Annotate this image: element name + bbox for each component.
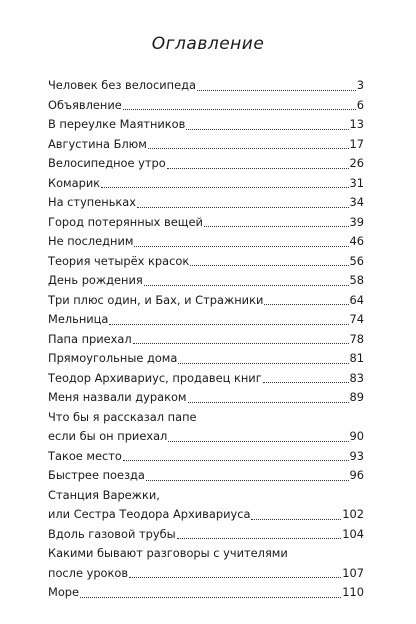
toc-entry-line-continued	[48, 408, 364, 428]
toc-page-number: 93	[349, 448, 364, 463]
dot-leader	[264, 304, 348, 305]
toc-page-number: 104	[342, 526, 364, 541]
toc-entry-title: Велосипедное утро	[48, 156, 166, 170]
toc-entry-line	[48, 96, 364, 116]
toc-page-number: 81	[349, 351, 364, 365]
toc-entry	[48, 447, 364, 467]
toc-entry-title: Город потерянных вещей	[48, 214, 203, 229]
dot-leader	[123, 460, 349, 461]
toc-entry-title: Станция Варежки,	[48, 487, 160, 502]
dot-leader	[167, 168, 349, 169]
toc-entry	[48, 115, 364, 135]
toc-page-number: 34	[349, 195, 364, 209]
toc-entry-line	[48, 505, 364, 525]
toc-entry-line	[48, 76, 364, 96]
toc-entry	[48, 349, 364, 369]
toc-entry	[48, 232, 364, 252]
toc-entry-title: Августина Блюм	[48, 136, 147, 151]
toc-entry-line	[48, 174, 364, 194]
toc-page-number: 90	[349, 429, 364, 443]
toc-entry-title: В переулке Маятников	[48, 117, 186, 131]
toc-entry-title: если бы он приехал	[48, 429, 168, 443]
dot-leader	[101, 187, 348, 188]
dot-leader	[263, 382, 349, 383]
dot-leader	[80, 597, 341, 598]
table-of-contents	[48, 76, 364, 603]
toc-page-number: 102	[342, 507, 364, 521]
toc-page-number: 46	[349, 234, 364, 248]
toc-entry-line	[48, 193, 364, 213]
dot-leader	[177, 538, 342, 539]
toc-entry	[48, 525, 364, 545]
toc-entry-line-continued	[48, 544, 364, 564]
toc-entry	[48, 174, 364, 194]
toc-entry-title: Такое место	[48, 448, 122, 463]
dot-leader	[251, 519, 341, 520]
toc-page-number: 96	[349, 468, 364, 482]
toc-entry-line	[48, 271, 364, 291]
toc-entry-title: Папа приехал	[48, 331, 132, 346]
dot-leader	[186, 129, 348, 130]
toc-entry-line	[48, 583, 364, 603]
toc-entry	[48, 408, 364, 447]
toc-entry-line	[48, 330, 364, 350]
toc-entry-title: Что бы я рассказал папе	[48, 409, 197, 424]
toc-entry-line	[48, 369, 364, 389]
dot-leader	[188, 402, 349, 403]
toc-entry-title: На ступеньках	[48, 195, 137, 209]
toc-page-number: 17	[349, 136, 364, 151]
toc-entry-line	[48, 427, 364, 447]
dot-leader	[197, 90, 356, 91]
toc-entry-line	[48, 564, 364, 584]
toc-page-number: 58	[349, 273, 364, 287]
dot-leader	[148, 148, 349, 149]
dot-leader	[133, 343, 349, 344]
dot-leader	[129, 577, 341, 578]
toc-entry-title: Море	[48, 585, 80, 599]
toc-entry	[48, 486, 364, 525]
page-title: Оглавление	[151, 34, 265, 54]
toc-entry-line	[48, 466, 364, 486]
toc-entry	[48, 76, 364, 96]
toc-entry	[48, 466, 364, 486]
dot-leader	[146, 480, 349, 481]
dot-leader	[204, 226, 349, 227]
toc-page-number: 107	[342, 565, 364, 580]
toc-entry-line	[48, 388, 364, 408]
dot-leader	[178, 363, 348, 364]
toc-page-number: 6	[356, 97, 364, 112]
dot-leader	[123, 109, 356, 110]
toc-entry	[48, 388, 364, 408]
toc-entry-line	[48, 232, 364, 252]
dot-leader	[190, 265, 348, 266]
dot-leader	[134, 246, 348, 247]
toc-page-number: 31	[349, 175, 364, 190]
toc-entry-line	[48, 115, 364, 135]
toc-page-number: 13	[349, 117, 364, 131]
toc-page-number: 78	[349, 331, 364, 346]
dot-leader	[168, 441, 348, 442]
toc-entry	[48, 193, 364, 213]
toc-entry-title: Три плюс один, и Бах, и Стражники	[48, 292, 264, 307]
dot-leader	[109, 324, 348, 325]
toc-entry-title: после уроков	[48, 565, 129, 580]
toc-entry-title: День рождения	[48, 273, 143, 287]
toc-page-number: 89	[349, 390, 364, 404]
toc-entry-title: Теодор Архивариус, продавец книг	[48, 370, 262, 385]
toc-entry-line	[48, 349, 364, 369]
toc-entry-title: Меня назвали дураком	[48, 390, 187, 404]
toc-entry-line	[48, 135, 364, 155]
toc-entry	[48, 291, 364, 311]
toc-entry	[48, 213, 364, 233]
toc-entry-title: Быстрее поезда	[48, 468, 145, 482]
toc-entry-line	[48, 252, 364, 272]
toc-entry-line	[48, 213, 364, 233]
toc-entry-line-continued	[48, 486, 364, 506]
toc-entry-title: Мельница	[48, 312, 109, 326]
toc-page-number: 83	[349, 370, 364, 385]
toc-entry-title: Не последним	[48, 234, 134, 248]
dot-leader	[144, 285, 349, 286]
toc-entry-title: Комарик	[48, 175, 101, 190]
toc-page-number: 26	[349, 156, 364, 170]
toc-entry	[48, 369, 364, 389]
toc-entry-line	[48, 291, 364, 311]
toc-entry	[48, 135, 364, 155]
toc-entry-title: Какими бывают разговоры с учителями	[48, 546, 288, 560]
toc-page-number: 64	[349, 292, 364, 307]
toc-entry-line	[48, 447, 364, 467]
toc-entry-line	[48, 525, 364, 545]
toc-entry	[48, 310, 364, 330]
toc-entry	[48, 583, 364, 603]
toc-page-number: 39	[349, 214, 364, 229]
toc-page-number: 110	[342, 585, 364, 599]
toc-entry-title: Объявление	[48, 97, 122, 112]
toc-entry	[48, 271, 364, 291]
toc-entry	[48, 96, 364, 116]
toc-entry-title: Человек без велосипеда	[48, 78, 196, 92]
toc-page-number: 74	[349, 312, 364, 326]
toc-entry-title: или Сестра Теодора Архивариуса	[48, 507, 251, 521]
toc-entry	[48, 154, 364, 174]
toc-page-number: 56	[349, 253, 364, 268]
toc-entry	[48, 330, 364, 350]
toc-entry-title: Теория четырёх красок	[48, 253, 190, 268]
toc-entry-line	[48, 310, 364, 330]
toc-entry	[48, 252, 364, 272]
dot-leader	[137, 207, 348, 208]
toc-entry	[48, 544, 364, 583]
toc-entry-title: Прямоугольные дома	[48, 351, 178, 365]
toc-entry-line	[48, 154, 364, 174]
toc-page-number: 3	[356, 78, 364, 92]
toc-entry-title: Вдоль газовой трубы	[48, 526, 176, 541]
